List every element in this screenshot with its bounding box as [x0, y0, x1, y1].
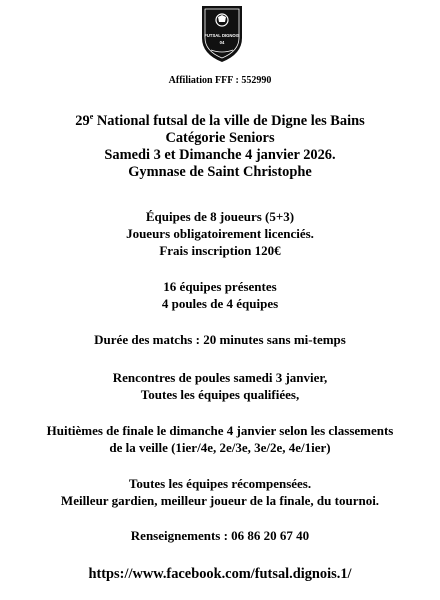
logo-text-bottom: 04 [219, 40, 225, 45]
event-venue: Gymnase de Saint Christophe [128, 164, 312, 180]
duration-text: Durée des matchs : 20 minutes sans mi-temps [94, 332, 346, 347]
all-teams-rewarded: Toutes les équipes récompensées. [128, 476, 312, 491]
format-block [0, 278, 440, 312]
pool-matches: Rencontres de poules samedi 3 janvier, [112, 370, 328, 385]
event-dates: Samedi 3 et Dimanche 4 janvier 2026. [104, 147, 336, 163]
event-title [0, 113, 440, 130]
teams-count: 16 équipes présentes [163, 279, 277, 294]
licensed-players: Joueurs obligatoirement licenciés. [126, 226, 314, 241]
match-duration [0, 331, 440, 348]
event-title-rest: National futsal de la ville de Digne les Bains [93, 113, 365, 129]
individual-awards: Meilleur gardien, meilleur joueur de la finale, du tournoi. [60, 493, 380, 508]
awards-block [0, 475, 440, 509]
affiliation: Affiliation FFF : 552990 [168, 75, 272, 86]
all-teams-qualified: Toutes les équipes qualifiées, [140, 387, 300, 402]
facebook-link[interactable]: https://www.facebook.com/futsal.dignois.1/ [88, 566, 352, 582]
contact-phone: Renseignements : 06 86 20 67 40 [130, 528, 310, 543]
logo-text-top: FUTSAL DIGNOIS [204, 33, 240, 38]
edition-suffix: e [89, 112, 94, 121]
event-header [0, 113, 440, 181]
edition-number: 29 [75, 113, 90, 129]
club-logo [196, 4, 248, 64]
round-of-16-pairings: de la veille (1ier/4e, 2e/3e, 3e/2e, 4e/1ier) [109, 440, 331, 455]
teams-composition: Équipes de 8 joueurs (5+3) [145, 209, 295, 224]
knockout-block [0, 422, 440, 456]
round-of-16: Huitièmes de finale le dimanche 4 janvier selon les classements [46, 423, 394, 438]
rules-block [0, 208, 440, 259]
pools: 4 poules de 4 équipes [161, 296, 279, 311]
contact-info [0, 527, 440, 544]
facebook-link-wrapper [0, 566, 440, 583]
event-category: Catégorie Seniors [165, 130, 275, 146]
schedule-block [0, 369, 440, 403]
registration-fee: Frais inscription 120€ [159, 243, 281, 258]
